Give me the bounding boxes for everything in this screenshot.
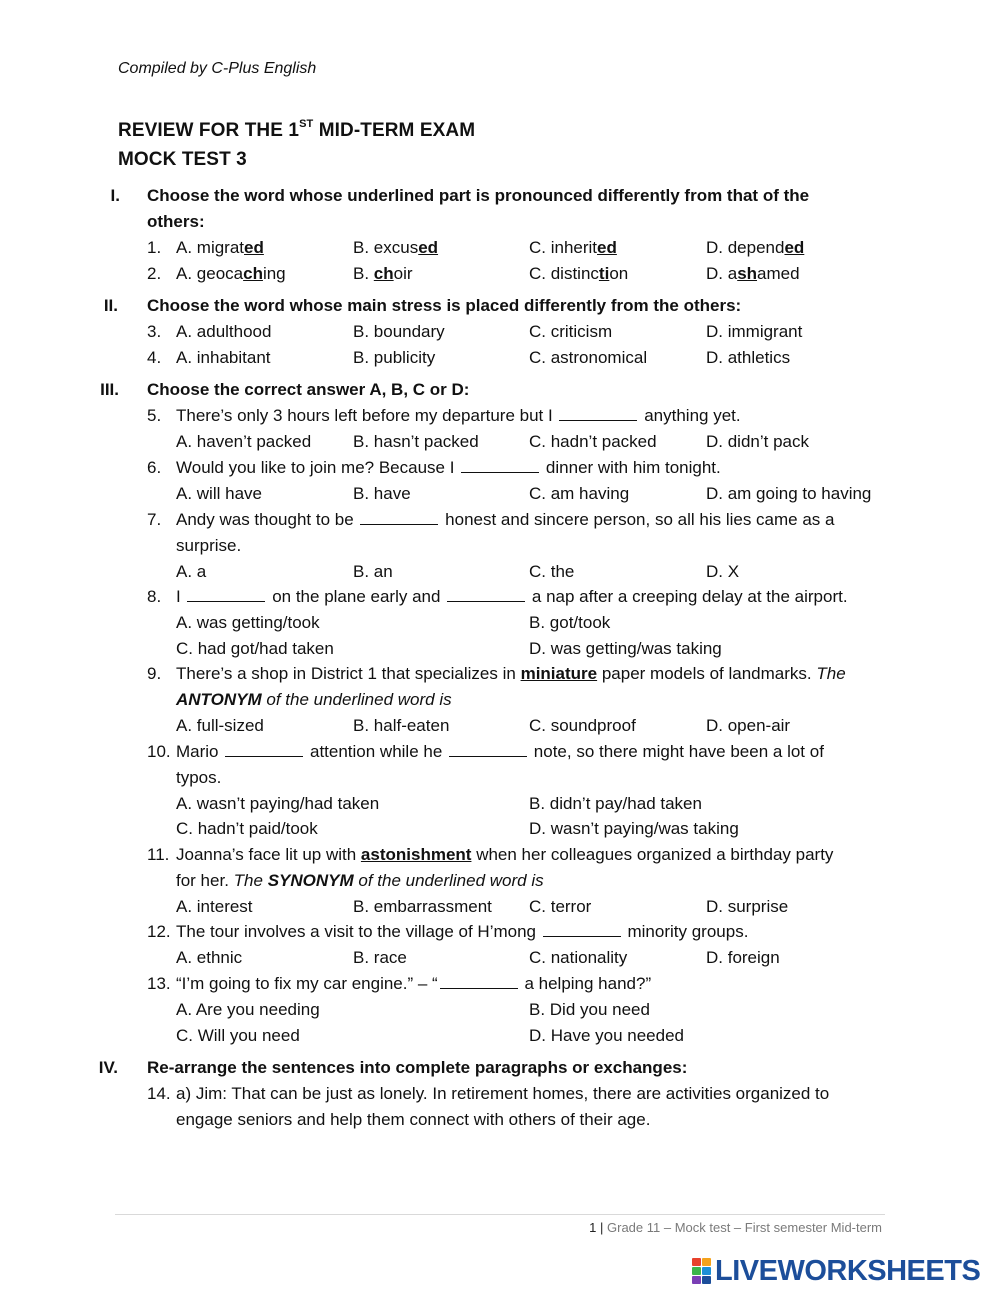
- question-stem: The tour involves a visit to the village of H’mong minority groups.: [176, 922, 749, 941]
- footer-text: Grade 11 – Mock test – First semester Mid-term: [607, 1220, 882, 1235]
- section-number: II.: [103, 296, 118, 315]
- answer-blank[interactable]: [225, 743, 303, 757]
- question-number: 6.: [147, 458, 162, 477]
- question-number: 10.: [147, 742, 171, 761]
- option-a[interactable]: A. was getting/took: [176, 613, 320, 632]
- option-b[interactable]: B. an: [353, 562, 393, 581]
- option-a[interactable]: A. wasn’t paying/had taken: [176, 794, 380, 813]
- option-d[interactable]: D. open-air: [706, 716, 791, 735]
- option-a[interactable]: A. haven’t packed: [176, 432, 312, 451]
- answer-blank[interactable]: [559, 407, 637, 421]
- option-d[interactable]: D. depended: [706, 238, 805, 257]
- question-stem: There’s only 3 hours left before my departure but I anything yet.: [176, 406, 741, 425]
- section-number: I.: [110, 186, 120, 205]
- option-c[interactable]: C. am having: [529, 484, 630, 503]
- page-number: 1: [589, 1220, 597, 1235]
- question-number: 2.: [147, 264, 162, 283]
- section-instruction: Choose the correct answer A, B, C or D:: [147, 380, 470, 399]
- option-d[interactable]: D. wasn’t paying/was taking: [529, 819, 739, 838]
- question-number: 4.: [147, 348, 162, 367]
- answer-blank[interactable]: [440, 975, 518, 989]
- option-d[interactable]: D. immigrant: [706, 322, 803, 341]
- section-instruction-cont: others:: [147, 212, 205, 231]
- option-c[interactable]: C. Will you need: [176, 1026, 300, 1045]
- option-a[interactable]: A. full-sized: [176, 716, 264, 735]
- question-number: 9.: [147, 664, 162, 683]
- question-number: 11.: [147, 845, 170, 864]
- option-b[interactable]: B. embarrassment: [353, 897, 492, 916]
- option-c[interactable]: C. astronomical: [529, 348, 648, 367]
- option-d[interactable]: D. foreign: [706, 948, 780, 967]
- mock-test-title: MOCK TEST 3: [118, 149, 247, 170]
- option-c[interactable]: C. nationality: [529, 948, 628, 967]
- question-number: 5.: [147, 406, 162, 425]
- question-stem: Mario attention while he note, so there might have been a lot of: [176, 742, 824, 761]
- question-number: 1.: [147, 238, 162, 257]
- answer-blank[interactable]: [543, 923, 621, 937]
- option-a[interactable]: A. migrated: [176, 238, 264, 257]
- footer-divider: [115, 1214, 885, 1215]
- question-number: 3.: [147, 322, 162, 341]
- option-c[interactable]: C. the: [529, 562, 575, 581]
- option-c[interactable]: C. inherited: [529, 238, 617, 257]
- section-instruction: Re-arrange the sentences into complete paragraphs or exchanges:: [147, 1058, 688, 1077]
- question-stem-cont: ANTONYM of the underlined word is: [176, 690, 452, 709]
- option-b[interactable]: B. Did you need: [529, 1000, 650, 1019]
- compiled-by-note: Compiled by C-Plus English: [118, 60, 317, 77]
- option-b[interactable]: B. boundary: [353, 322, 445, 341]
- section-number: III.: [100, 380, 119, 399]
- page-footer: 1 | Grade 11 – Mock test – First semester Mid-term: [589, 1220, 882, 1235]
- answer-blank[interactable]: [461, 459, 539, 473]
- option-d[interactable]: D. Have you needed: [529, 1026, 684, 1045]
- answer-blank[interactable]: [447, 588, 525, 602]
- option-b[interactable]: B. race: [353, 948, 407, 967]
- answer-blank[interactable]: [360, 511, 438, 525]
- option-d[interactable]: D. was getting/was taking: [529, 639, 722, 658]
- option-b[interactable]: B. didn’t pay/had taken: [529, 794, 702, 813]
- question-number: 14.: [147, 1084, 171, 1103]
- question-stem-cont: typos.: [176, 768, 222, 787]
- option-c[interactable]: C. had got/had taken: [176, 639, 334, 658]
- option-a[interactable]: A. will have: [176, 484, 262, 503]
- question-number: 12.: [147, 922, 171, 941]
- option-b[interactable]: B. choir: [353, 264, 413, 283]
- option-a[interactable]: A. a: [176, 562, 207, 581]
- option-b[interactable]: B. publicity: [353, 348, 436, 367]
- exam-title: REVIEW FOR THE 1ST MID-TERM EXAM: [118, 118, 476, 141]
- option-b[interactable]: B. half-eaten: [353, 716, 450, 735]
- section-instruction: Choose the word whose underlined part is pronounced differently from that of the: [147, 186, 810, 205]
- section-instruction: Choose the word whose main stress is placed differently from the others:: [147, 296, 742, 315]
- question-stem: Would you like to join me? Because I dinner with him tonight.: [176, 458, 721, 477]
- question-stem: There’s a shop in District 1 that specializes in miniature paper models of landmarks. The: [176, 664, 846, 683]
- option-a[interactable]: A. interest: [176, 897, 253, 916]
- option-c[interactable]: C. terror: [529, 897, 592, 916]
- question-stem: Andy was thought to be honest and sincere person, so all his lies came as a: [176, 510, 835, 529]
- answer-blank[interactable]: [449, 743, 527, 757]
- question-stem: Joanna’s face lit up with astonishment when her colleagues organized a birthday party: [176, 845, 834, 864]
- option-a[interactable]: A. adulthood: [176, 322, 272, 341]
- question-number: 8.: [147, 587, 162, 606]
- option-a[interactable]: A. ethnic: [176, 948, 243, 967]
- logo-text: LIVEWORKSHEETS: [715, 1254, 981, 1287]
- liveworksheets-logo[interactable]: [692, 1256, 980, 1286]
- option-d[interactable]: D. ashamed: [706, 264, 800, 283]
- option-c[interactable]: C. hadn’t packed: [529, 432, 657, 451]
- option-b[interactable]: B. have: [353, 484, 411, 503]
- option-d[interactable]: D. surprise: [706, 897, 789, 916]
- rearrange-sentence: a) Jim: That can be just as lonely. In retirement homes, there are activities organized to: [176, 1084, 830, 1103]
- question-number: 7.: [147, 510, 162, 529]
- option-c[interactable]: C. distinction: [529, 264, 629, 283]
- option-d[interactable]: D. didn’t pack: [706, 432, 809, 451]
- question-number: 13.: [147, 974, 171, 993]
- option-a[interactable]: A. inhabitant: [176, 348, 271, 367]
- option-d[interactable]: D. athletics: [706, 348, 791, 367]
- option-d[interactable]: D. X: [706, 562, 740, 581]
- logo-blocks-icon: [692, 1258, 711, 1284]
- section-number: IV.: [98, 1058, 118, 1077]
- rearrange-sentence-cont: engage seniors and help them connect with others of their age.: [176, 1110, 651, 1129]
- answer-blank[interactable]: [187, 588, 265, 602]
- option-a[interactable]: A. Are you needing: [176, 1000, 320, 1019]
- question-stem-cont: surprise.: [176, 536, 242, 555]
- option-c[interactable]: C. criticism: [529, 322, 613, 341]
- question-stem: “I’m going to fix my car engine.” – “ a helping hand?”: [176, 974, 652, 993]
- option-d[interactable]: D. am going to having: [706, 484, 872, 503]
- option-b[interactable]: B. got/took: [529, 613, 611, 632]
- option-a[interactable]: A. geocaching: [176, 264, 286, 283]
- question-stem: I on the plane early and a nap after a creeping delay at the airport.: [176, 587, 848, 606]
- option-c[interactable]: C. soundproof: [529, 716, 636, 735]
- option-c[interactable]: C. hadn’t paid/took: [176, 819, 318, 838]
- option-b[interactable]: B. excused: [353, 238, 439, 257]
- question-stem-cont: for her. The SYNONYM of the underlined word is: [176, 871, 544, 890]
- option-b[interactable]: B. hasn’t packed: [353, 432, 479, 451]
